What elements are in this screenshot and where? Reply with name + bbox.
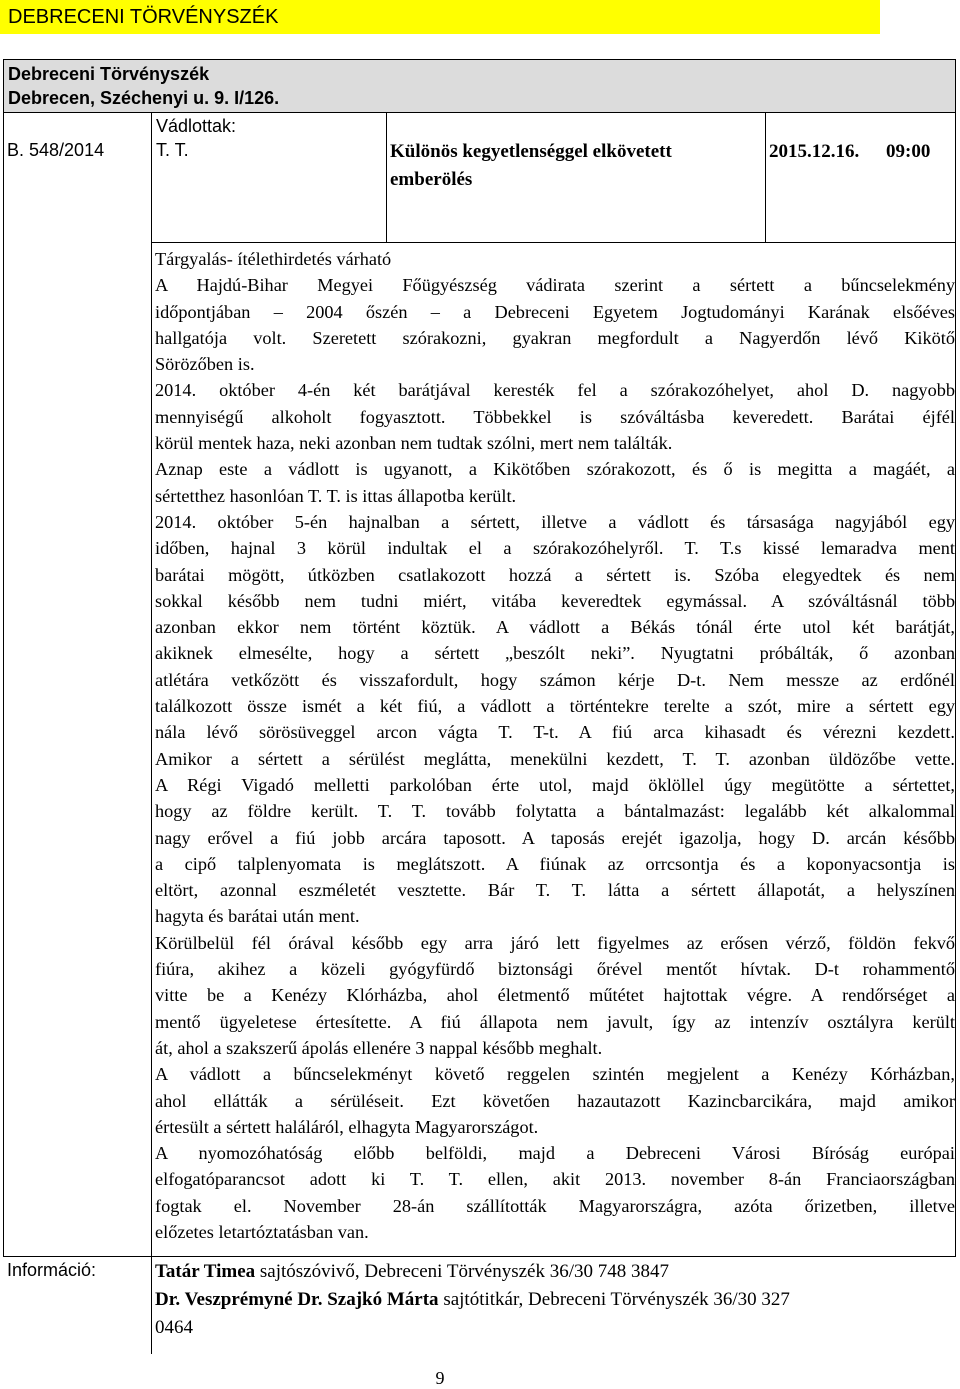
details-line: körül mentek haza, neki azonban nem tudtak szólni, mert nem találták. <box>155 433 673 454</box>
details-line: hallgatója volt. Szeretett szórakozni, gyakran megfordult a Nagyerdőn lévő Kikötő <box>155 327 955 348</box>
details-line: A Régi Vigadó melletti parkolóban érte utol, majd öklöllel úgy megütötte a sértettet, <box>155 774 955 795</box>
defendant-name: T. T. <box>156 140 189 160</box>
contact-info <box>155 1258 955 1342</box>
hearing-time: 09:00 <box>886 141 931 162</box>
details-line: azonban ekkor nem történt köztük. A vádlott a Békás tónál érte utol két barátját, <box>155 617 955 638</box>
contact-2-continuation: 0464 <box>155 1317 193 1338</box>
contact-2-details: sajtótitkár, Debreceni Törvényszék 36/30 327 <box>438 1289 790 1310</box>
details-line: előzetes letartóztatásban van. <box>155 1221 369 1242</box>
details-line: sokkal később nem tudni miért, vitába keveredtek egymással. A szóváltásnál több <box>155 590 955 611</box>
details-line: elfogatóparancsot adott ki T. T. ellen, akit 2013. november 8-án Franciaországban <box>155 1169 955 1190</box>
details-line: mentő ügyeletese értesítette. A fiú állapota nem javult, így az intenzív osztályra került <box>155 1011 955 1032</box>
details-line: a cipő talplenyomata is meglátszott. A fiúnak az orrcsontja és a koponyacsontja is <box>155 853 955 874</box>
details-line: fogtak el. November 28-án szállították Magyarországra, azóta őrizetben, illetve <box>155 1195 955 1216</box>
info-label: Információ: <box>7 1260 97 1280</box>
details-line: sértetthez hasonlóan T. T. is ittas állapotba került. <box>155 485 517 506</box>
case-number: B. 548/2014 <box>7 140 105 160</box>
case-row-top-border <box>3 112 956 113</box>
table-left-border <box>3 59 4 1256</box>
court-info-box <box>3 59 956 112</box>
details-line: Amikor a sértett a sérülést meglátta, menekülni kezdett, T. T. azonban üldözőbe vette. <box>155 748 955 769</box>
info-row-top-border <box>3 1256 956 1257</box>
contact-1-details: sajtószóvivő, Debreceni Törvényszék 36/30 748 3847 <box>255 1261 669 1282</box>
contact-2-name: Dr. Veszprémyné Dr. Szajkó Márta <box>155 1289 439 1310</box>
charge-line-1: Különös kegyetlenséggel elkövetett <box>390 141 672 162</box>
details-line: A vádlott a bűncselekményt követő reggelen szintén megjelent a Kenézy Kórházban, <box>155 1064 955 1085</box>
court-banner: DEBRECENI TÖRVÉNYSZÉK <box>0 0 880 34</box>
page-number: 9 <box>435 1368 445 1388</box>
details-line: időpontjában – 2004 őszén – a Debreceni Egyetem Jogtudományi Karának elsőéves <box>155 301 955 322</box>
details-line: A nyomozóhatóság előbb belföldi, majd a Debreceni Városi Bíróság európai <box>155 1143 955 1164</box>
details-line: barátai mögött, útközben csatlakozott hozzá a sértett is. Szóba elegyedtek és nem <box>155 564 955 585</box>
details-line: atlétára vetkőzött és visszafordult, hogy számon kérje D-t. Nem messze az erdőnél <box>155 669 955 690</box>
details-line: hogy az földre került. T. T. tovább folytatta a bántalmazást: legalább két alkalommal <box>155 801 955 822</box>
details-line: értesült a sértett haláláról, elhagyta Magyarországot. <box>155 1116 539 1137</box>
contact-1-name: Tatár Timea <box>155 1261 256 1282</box>
charge-column-divider <box>386 112 387 242</box>
details-line: fiúra, akihez a közeli gyógyfürdő biztonsági őrével mentőt hívtak. D-t rohammentő <box>155 959 955 980</box>
details-line: ahol ellátták a sérüléseit. Ezt követően hazautazott Kazincbarcikára, majd amikor <box>155 1090 955 1111</box>
details-line: mennyiségű alkoholt fogyasztott. Többekkel is szóváltásba keveredett. Barátai éjfél <box>155 406 955 427</box>
hearing-date: 2015.12.16. <box>769 141 860 162</box>
details-line: eltört, azonnal eszméletét vesztette. Bár T. T. látta a sértett állapotát, a helyszínen <box>155 880 955 901</box>
details-line: Tárgyalás- ítélethirdetés várható <box>155 249 392 269</box>
details-line: találkozott össze ismét a két fiú, a vádlott a történtekre terelte a szót, mire a sértett egy <box>155 696 955 717</box>
charge-line-2: emberölés <box>390 169 473 190</box>
contact-1 <box>155 1258 955 1286</box>
details-line: akiknek elmesélte, hogy a sértett „beszólt neki”. Nyugtatni próbálták, ő azonban <box>155 643 955 664</box>
table-top-border <box>3 59 956 60</box>
court-address: Debrecen, Széchenyi u. 9. I/126. <box>8 88 280 108</box>
case-details <box>155 246 955 1245</box>
label-column-divider <box>151 112 152 1354</box>
details-line: vitte be a Kenézy Klórházba, ahol életmentő műtétet hajtottak végre. A rendőrséget a <box>155 985 955 1006</box>
details-line: nagy erővel a fiú jobb arcára taposott. A taposás erejét igazolja, hogy D. arcán később <box>155 827 955 848</box>
details-top-border <box>151 242 956 243</box>
details-line: Aznap este a vádlott is ugyanott, a Kikötőben szórakozott, és ő is megitta a magáét, a <box>155 459 955 480</box>
date-column-divider <box>765 112 766 242</box>
details-line: Sörözőben is. <box>155 354 255 375</box>
contact-2 <box>155 1286 955 1314</box>
details-line: 2014. október 4-én két barátjával keresték fel a szórakozóhelyet, ahol D. nagyobb <box>155 380 955 401</box>
defendant-label: Vádlottak: <box>156 116 237 136</box>
details-line: át, ahol a szakszerű ápolás ellenére 3 nappal később meghalt. <box>155 1037 603 1058</box>
details-line: Körülbelül fél órával később egy arra járó lett figyelmes az erősen vérző, földön fekvő <box>155 932 955 953</box>
court-name: Debreceni Törvényszék <box>8 64 210 84</box>
details-line: hagyta és barátai után ment. <box>155 906 360 927</box>
details-line: időben, hajnal 3 körül indultak el a szórakozóhelyről. T. T.s kissé lemaradva ment <box>155 538 955 559</box>
details-line: nála lévő sörösüveggel arcon vágta T. T-t. A fiú arca kihasadt és vérezni kezdett. <box>155 722 955 743</box>
details-line: 2014. október 5-én hajnalban a sértett, illetve a vádlott és társasága nagyjából egy <box>155 511 955 532</box>
details-line: A Hajdú-Bihar Megyei Főügyészség vádirata szerint a sértett a bűncselekmény <box>155 275 955 296</box>
table-right-border <box>955 59 956 1256</box>
